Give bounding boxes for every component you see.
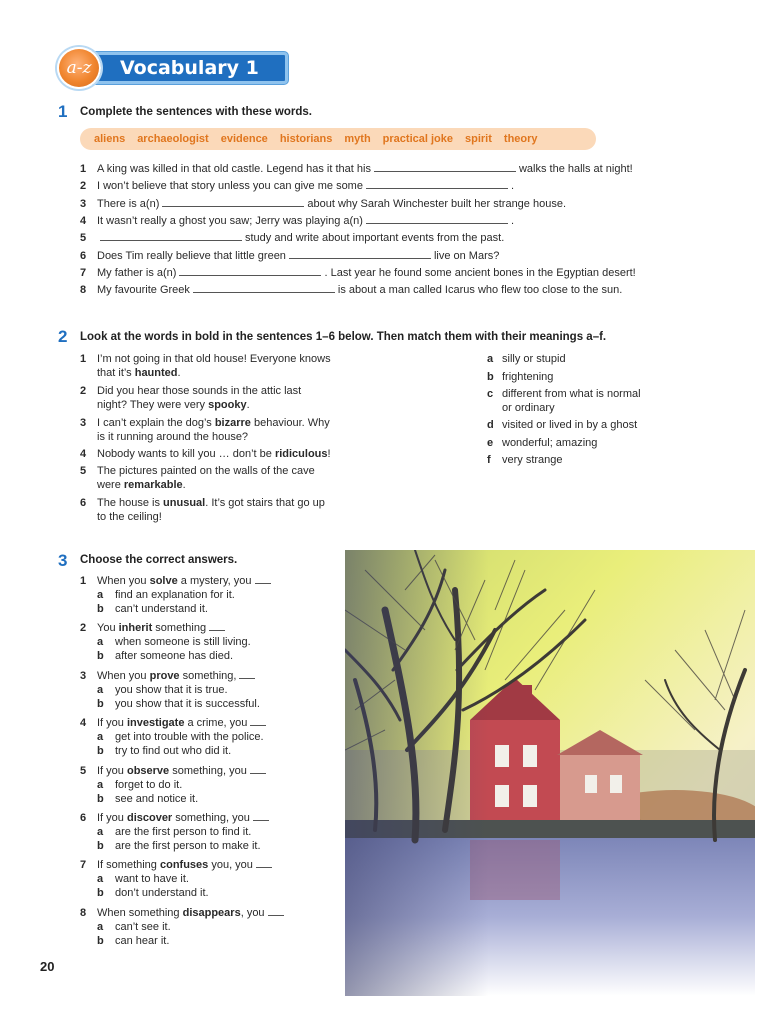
meaning-text (502, 436, 672, 450)
option-a-letter[interactable]: a (97, 683, 104, 696)
option-a-letter[interactable]: a (97, 636, 104, 649)
header-bar (83, 52, 288, 84)
option-b-letter[interactable]: b (97, 934, 104, 947)
answer-blank[interactable] (250, 716, 266, 726)
meaning-text (502, 370, 672, 384)
sentence-line (97, 162, 633, 176)
question-stem (97, 764, 269, 778)
item-number: 2 (80, 622, 87, 635)
match-sentence (97, 496, 369, 524)
exercise-3-number: 3 (58, 551, 68, 570)
meaning-line: frightening (502, 371, 554, 383)
sentence-text: something (152, 622, 207, 635)
meaning-letter: c (487, 388, 494, 400)
meaning-letter: a (487, 353, 494, 365)
option-a[interactable]: want to have it. (115, 873, 189, 886)
sentence-text: behaviour. Why (250, 417, 330, 429)
exercise-2-instruction: Look at the words in bold in the sentences 1–6 below. Then match them with their meanings a–f. (80, 331, 607, 343)
sentence-text: When something (97, 906, 183, 919)
meaning-line: very strange (502, 454, 563, 466)
sentence-text: were (97, 479, 124, 491)
option-b[interactable]: see and notice it. (115, 792, 199, 805)
answer-blank[interactable] (162, 197, 304, 207)
answer-blank[interactable] (209, 621, 225, 631)
option-b-letter[interactable]: b (97, 745, 104, 758)
sentence-text: study and write about important events from the past. (245, 232, 505, 245)
option-b-letter[interactable]: b (97, 603, 104, 615)
option-a-letter[interactable]: a (97, 731, 104, 744)
sentence-text: a mystery, you (177, 575, 252, 587)
answer-blank[interactable] (100, 231, 242, 241)
answer-blank[interactable] (193, 283, 335, 293)
item-number: 1 (80, 353, 87, 365)
unit-header (57, 47, 289, 89)
item-number: 8 (80, 906, 87, 919)
page-title: Vocabulary 1 (120, 57, 259, 79)
meaning-line: or ordinary (502, 402, 555, 414)
sentence-text: I can’t explain the dog’s (97, 417, 215, 429)
sentence-text: something, you (169, 764, 247, 777)
bold-word: bizarre (214, 417, 251, 429)
sentence-text: The house is (97, 497, 164, 509)
option-b[interactable]: after someone has died. (115, 650, 234, 663)
sentence-text: . It’s got stairs that go up (205, 497, 325, 509)
word-bank-item: aliens (94, 133, 126, 145)
option-b-letter[interactable]: b (97, 792, 104, 805)
option-b-letter[interactable]: b (97, 697, 104, 710)
answer-blank[interactable] (366, 214, 508, 224)
sentence-text: When you (97, 669, 150, 682)
page-number: 20 (40, 959, 55, 974)
question-stem (97, 858, 275, 872)
sentence-text: . (510, 180, 515, 193)
bold-word: unusual (163, 497, 206, 509)
item-number: 6 (80, 812, 87, 824)
option-b-letter[interactable]: b (97, 840, 104, 852)
word-bank-item: myth (344, 133, 371, 145)
question-stem (97, 574, 274, 588)
option-b[interactable]: don’t understand it. (115, 887, 209, 900)
option-a[interactable]: can’t see it. (115, 920, 171, 933)
word-bank-item: spirit (465, 133, 492, 145)
sentence-text: . (177, 367, 181, 379)
question-stem (97, 621, 228, 635)
word-bank-item: practical joke (382, 133, 453, 145)
sentence-text: walks the halls at night! (518, 163, 633, 175)
option-b[interactable]: are the first person to make it. (115, 840, 261, 852)
option-a[interactable]: forget to do it. (115, 778, 183, 791)
sentence-line (97, 197, 566, 211)
sentence-text: I won’t believe that story unless you can give me some (97, 180, 363, 193)
sentence-text: that it’s (97, 367, 135, 379)
sentence-text: If something (97, 859, 160, 872)
bold-word: observe (126, 764, 170, 777)
option-a[interactable]: find an explanation for it. (115, 589, 235, 601)
sentence-text: about why Sarah Winchester built her strange house. (307, 197, 567, 210)
bold-word: haunted (134, 367, 178, 379)
sentence-line (97, 179, 514, 193)
sentence-text: My father is a(n) (97, 266, 177, 279)
bold-word: remarkable (123, 479, 183, 491)
sentence-text: . (246, 399, 250, 411)
exercise-3-instruction: Choose the correct answers. (80, 554, 238, 566)
item-number: 3 (80, 417, 87, 429)
meaning-line: visited or lived in by a ghost (502, 419, 638, 431)
item-number: 2 (80, 385, 87, 397)
meaning-letter: f (487, 454, 491, 466)
answer-blank[interactable] (253, 811, 269, 821)
sentence-text: The pictures painted on the walls of the cave (97, 465, 315, 477)
sentence-text: is it running around the house? (97, 431, 249, 443)
sentence-line (97, 249, 499, 263)
meaning-text (502, 352, 672, 366)
meaning-text (502, 418, 672, 432)
meaning-text (502, 453, 672, 467)
item-number: 5 (80, 232, 87, 245)
option-a[interactable]: when someone is still living. (115, 636, 251, 649)
sentence-text: ! (327, 448, 331, 460)
bold-word: ridiculous (274, 448, 328, 460)
item-number: 7 (80, 266, 87, 279)
item-number: 7 (80, 859, 87, 872)
sentence-line (97, 214, 514, 228)
meaning-letter: e (487, 437, 494, 449)
sentence-line (97, 266, 636, 280)
item-number: 5 (80, 465, 87, 477)
answer-blank[interactable] (268, 906, 284, 916)
sentence-text: . (182, 479, 186, 491)
answer-blank[interactable] (250, 764, 266, 774)
answer-blank[interactable] (256, 858, 272, 868)
sentence-text: You (97, 622, 119, 635)
question-stem (97, 716, 269, 730)
option-b[interactable]: you show that it is successful. (115, 697, 260, 710)
meaning-letter: b (487, 371, 494, 383)
sentence-text: I’m not going in that old house! Everyone knows (97, 353, 331, 365)
meaning-line: different from what is normal (502, 388, 641, 400)
sentence-text: live on Mars? (433, 249, 500, 262)
sentence-line (97, 231, 504, 245)
option-b[interactable]: can hear it. (115, 934, 170, 947)
item-number: 8 (80, 284, 87, 297)
option-a-letter[interactable]: a (97, 873, 104, 886)
badge-text: a-z (66, 58, 92, 78)
option-a-letter[interactable]: a (97, 778, 104, 791)
item-number: 4 (80, 717, 87, 730)
sentence-text: you, you (208, 859, 253, 872)
item-number: 4 (80, 448, 87, 460)
bold-word: investigate (126, 717, 185, 730)
answer-blank[interactable] (239, 669, 255, 679)
word-bank-item: theory (503, 133, 538, 145)
sentence-text: is about a man called Icarus who flew too close to the sun. (337, 284, 623, 297)
item-number: 2 (80, 180, 87, 193)
meaning-line: wonderful; amazing (502, 437, 598, 449)
match-sentence (97, 447, 369, 461)
sentence-text: My favourite Greek (97, 284, 190, 297)
bold-word: prove (149, 669, 180, 682)
word-bank-item: archaeologist (137, 133, 209, 145)
sentence-text: . Last year he found some ancient bones in the Egyptian desert! (324, 266, 636, 279)
sentence-text: night? They were very (97, 399, 209, 411)
option-a[interactable]: are the first person to find it. (115, 826, 252, 838)
item-number: 6 (80, 497, 87, 509)
option-a-letter[interactable]: a (97, 589, 104, 601)
sentence-text: Nobody wants to kill you … don’t be (97, 448, 275, 460)
az-badge-icon (57, 47, 101, 89)
meaning-line: silly or stupid (502, 353, 566, 365)
sentence-text: something, (179, 669, 237, 682)
question-stem (97, 906, 287, 920)
exercise-1-instruction: Complete the sentences with these words. (80, 106, 312, 118)
match-sentence (97, 416, 369, 444)
bold-word: confuses (159, 859, 209, 872)
sentence-text: to the ceiling! (97, 511, 162, 523)
answer-blank[interactable] (289, 249, 431, 259)
bold-word: solve (149, 575, 178, 587)
item-number: 6 (80, 249, 87, 262)
option-a-letter[interactable]: a (97, 826, 104, 838)
option-b-letter[interactable]: b (97, 887, 104, 900)
option-b-letter[interactable]: b (97, 650, 104, 663)
item-number: 1 (80, 575, 87, 587)
match-sentence (97, 384, 369, 412)
answer-blank[interactable] (255, 574, 271, 584)
item-number: 3 (80, 669, 87, 682)
word-bank-item: historians (279, 133, 333, 145)
sentence-text: It wasn’t really a ghost you saw; Jerry was playing a(n) (97, 214, 363, 227)
haunted-house-photo (345, 550, 755, 996)
item-number: 4 (80, 214, 87, 227)
answer-blank[interactable] (374, 162, 516, 172)
sentence-text: When you (97, 575, 150, 587)
item-number: 1 (80, 163, 87, 175)
sentence-text: Does Tim really believe that little green (97, 249, 286, 262)
exercise-2-number: 2 (58, 327, 68, 346)
sentence-text: If you (97, 764, 127, 777)
bold-word: discover (126, 812, 173, 824)
sentence-text: . (510, 214, 515, 227)
bold-word: inherit (118, 622, 153, 635)
sentence-text: There is a(n) (97, 197, 160, 210)
sentence-text: A king was killed in that old castle. Legend has it that his (97, 163, 371, 175)
item-number: 3 (80, 197, 87, 210)
answer-blank[interactable] (179, 266, 321, 276)
bold-word: spooky (208, 399, 247, 411)
sentence-text: If you (97, 812, 127, 824)
sentence-text: Did you hear those sounds in the attic last (97, 385, 302, 397)
option-a[interactable]: get into trouble with the police. (115, 731, 264, 744)
bold-word: disappears (182, 906, 241, 919)
word-bank-item: evidence (220, 133, 268, 145)
match-sentence (97, 352, 369, 380)
meaning-text (502, 387, 672, 415)
question-stem (97, 669, 258, 683)
sentence-text: something, you (172, 812, 250, 824)
sentence-text: , you (240, 906, 265, 919)
meaning-letter: d (487, 419, 494, 431)
option-a[interactable]: you show that it is true. (115, 683, 228, 696)
answer-blank[interactable] (366, 179, 508, 189)
option-b[interactable]: can’t understand it. (115, 603, 208, 615)
match-sentence (97, 464, 369, 492)
sentence-line (97, 283, 622, 297)
exercise-1-number: 1 (58, 102, 68, 121)
sentence-text: a crime, you (184, 717, 248, 730)
photo-illustration (345, 550, 755, 996)
option-b[interactable]: try to find out who did it. (115, 745, 232, 758)
question-stem (97, 811, 272, 825)
item-number: 5 (80, 764, 87, 777)
word-bank (80, 128, 596, 150)
sentence-text: If you (97, 717, 127, 730)
option-a-letter[interactable]: a (97, 920, 104, 933)
